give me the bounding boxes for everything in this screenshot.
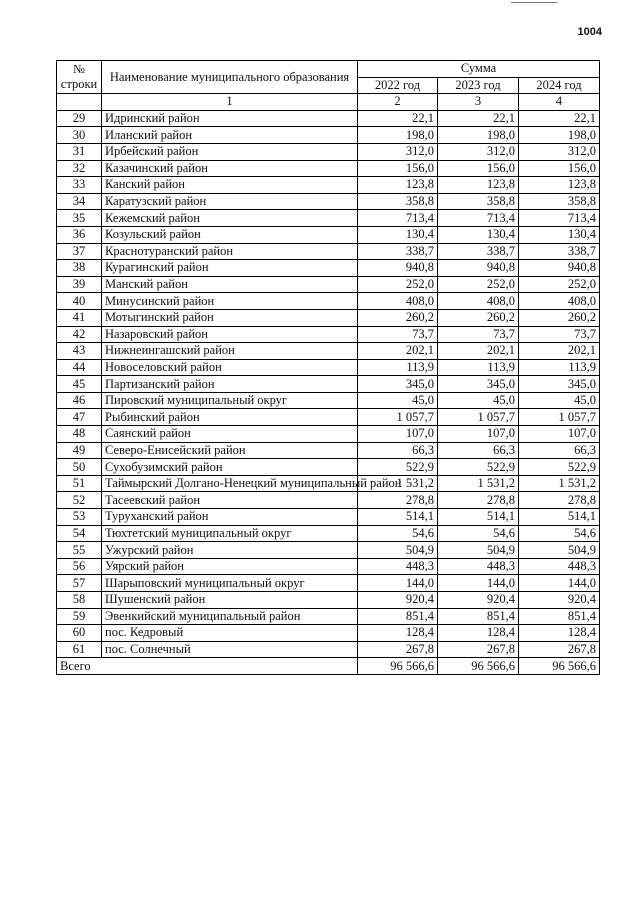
table-row (57, 392, 600, 409)
amount-2022: 113,9 (358, 359, 438, 376)
amount-2024: 252,0 (519, 276, 600, 293)
amount-2024: 851,4 (519, 608, 600, 625)
table-row (57, 592, 600, 609)
total-2024: 96 566,6 (519, 658, 600, 675)
municipality-name: Козульский район (102, 226, 358, 243)
amount-2022: 713,4 (358, 210, 438, 227)
amount-2023: 920,4 (438, 592, 519, 609)
amount-2023: 278,8 (438, 492, 519, 509)
column-number-cell (57, 94, 102, 111)
name-column-header: Наименование муниципального образования (102, 61, 358, 94)
table-row (57, 359, 600, 376)
row-number: 32 (57, 160, 102, 177)
municipality-name: пос. Солнечный (102, 641, 358, 658)
amount-2023: 514,1 (438, 509, 519, 526)
total-row (57, 658, 600, 675)
amount-2022: 448,3 (358, 558, 438, 575)
municipality-name: Идринский район (102, 110, 358, 127)
amount-2024: 1 531,2 (519, 475, 600, 492)
amount-2024: 408,0 (519, 293, 600, 310)
table-row (57, 442, 600, 459)
municipality-name: Шарыповский муниципальный округ (102, 575, 358, 592)
amount-2024: 73,7 (519, 326, 600, 343)
amount-2022: 22,1 (358, 110, 438, 127)
amount-2023: 45,0 (438, 392, 519, 409)
amount-2024: 358,8 (519, 193, 600, 210)
amount-2022: 267,8 (358, 641, 438, 658)
row-number: 59 (57, 608, 102, 625)
municipality-name: Саянский район (102, 426, 358, 443)
amount-2023: 338,7 (438, 243, 519, 260)
amount-2022: 345,0 (358, 376, 438, 393)
row-number: 44 (57, 359, 102, 376)
amount-2023: 202,1 (438, 343, 519, 360)
amount-2022: 522,9 (358, 459, 438, 476)
municipality-name: Таймырский Долгано-Ненецкий муниципальный район (102, 475, 358, 492)
amount-2024: 448,3 (519, 558, 600, 575)
row-number: 38 (57, 260, 102, 277)
row-number: 53 (57, 509, 102, 526)
table-row (57, 293, 600, 310)
amount-2023: 713,4 (438, 210, 519, 227)
municipality-name: Казачинский район (102, 160, 358, 177)
municipality-name: Сухобузимский район (102, 459, 358, 476)
amount-2022: 1 057,7 (358, 409, 438, 426)
column-number-cell: 2 (358, 94, 438, 111)
table-row (57, 226, 600, 243)
municipality-name: Уярский район (102, 558, 358, 575)
municipality-name: Ужурский район (102, 542, 358, 559)
table-row (57, 343, 600, 360)
amount-2023: 107,0 (438, 426, 519, 443)
amount-2022: 851,4 (358, 608, 438, 625)
amount-2023: 22,1 (438, 110, 519, 127)
municipality-name: Тасеевский район (102, 492, 358, 509)
table-row (57, 260, 600, 277)
amount-2023: 267,8 (438, 641, 519, 658)
amount-2023: 113,9 (438, 359, 519, 376)
amount-2022: 54,6 (358, 525, 438, 542)
table-row (57, 376, 600, 393)
amount-2023: 408,0 (438, 293, 519, 310)
budget-table (56, 60, 600, 675)
amount-2022: 260,2 (358, 309, 438, 326)
amount-2022: 123,8 (358, 177, 438, 194)
table-row (57, 127, 600, 144)
row-number: 54 (57, 525, 102, 542)
amount-2022: 920,4 (358, 592, 438, 609)
amount-2023: 504,9 (438, 542, 519, 559)
table-row (57, 459, 600, 476)
amount-2023: 156,0 (438, 160, 519, 177)
amount-2023: 522,9 (438, 459, 519, 476)
municipality-name: Курагинский район (102, 260, 358, 277)
amount-2024: 66,3 (519, 442, 600, 459)
municipality-name: Манский район (102, 276, 358, 293)
amount-2023: 358,8 (438, 193, 519, 210)
amount-2022: 504,9 (358, 542, 438, 559)
table-row (57, 426, 600, 443)
row-number: 51 (57, 475, 102, 492)
year-2023-header: 2023 год (438, 77, 519, 94)
municipality-name: Кежемский район (102, 210, 358, 227)
amount-2023: 940,8 (438, 260, 519, 277)
amount-2023: 54,6 (438, 525, 519, 542)
row-number: 52 (57, 492, 102, 509)
municipality-name: Каратузский район (102, 193, 358, 210)
column-number-cell: 3 (438, 94, 519, 111)
municipality-name: Нижнеингашский район (102, 343, 358, 360)
table-row (57, 309, 600, 326)
amount-2024: 345,0 (519, 376, 600, 393)
table-row (57, 276, 600, 293)
municipality-name: Ирбейский район (102, 143, 358, 160)
total-label: Всего (57, 658, 358, 675)
municipality-name: Иланский район (102, 127, 358, 144)
amount-2023: 851,4 (438, 608, 519, 625)
amount-2023: 144,0 (438, 575, 519, 592)
amount-2024: 522,9 (519, 459, 600, 476)
row-number: 56 (57, 558, 102, 575)
amount-2023: 260,2 (438, 309, 519, 326)
amount-2022: 73,7 (358, 326, 438, 343)
table-row (57, 641, 600, 658)
table-row (57, 160, 600, 177)
municipality-name: Назаровский район (102, 326, 358, 343)
amount-2022: 408,0 (358, 293, 438, 310)
page-number: 1004 (577, 26, 602, 38)
row-number: 60 (57, 625, 102, 642)
amount-2022: 312,0 (358, 143, 438, 160)
table-row (57, 608, 600, 625)
row-number: 46 (57, 392, 102, 409)
municipality-name: Краснотуранский район (102, 243, 358, 260)
row-number: 41 (57, 309, 102, 326)
amount-2023: 448,3 (438, 558, 519, 575)
table-row (57, 409, 600, 426)
amount-2024: 278,8 (519, 492, 600, 509)
row-number: 47 (57, 409, 102, 426)
amount-2022: 144,0 (358, 575, 438, 592)
year-2022-header: 2022 год (358, 77, 438, 94)
municipality-name: Туруханский район (102, 509, 358, 526)
amount-2022: 278,8 (358, 492, 438, 509)
municipality-name: Пировский муниципальный округ (102, 392, 358, 409)
row-number: 29 (57, 110, 102, 127)
amount-2022: 66,3 (358, 442, 438, 459)
amount-2022: 514,1 (358, 509, 438, 526)
amount-2024: 504,9 (519, 542, 600, 559)
amount-2024: 45,0 (519, 392, 600, 409)
amount-2023: 198,0 (438, 127, 519, 144)
amount-2023: 66,3 (438, 442, 519, 459)
row-number: 45 (57, 376, 102, 393)
amount-2024: 130,4 (519, 226, 600, 243)
table-row (57, 326, 600, 343)
row-number: 36 (57, 226, 102, 243)
amount-2024: 22,1 (519, 110, 600, 127)
amount-2024: 198,0 (519, 127, 600, 144)
column-number-cell: 1 (102, 94, 358, 111)
amount-2024: 514,1 (519, 509, 600, 526)
amount-2024: 312,0 (519, 143, 600, 160)
amount-2024: 940,8 (519, 260, 600, 277)
table-row (57, 525, 600, 542)
row-number-header (57, 61, 102, 94)
table-row (57, 542, 600, 559)
amount-2022: 358,8 (358, 193, 438, 210)
year-2024-header: 2024 год (519, 77, 600, 94)
municipality-name: пос. Кедровый (102, 625, 358, 642)
amount-2023: 252,0 (438, 276, 519, 293)
amount-2022: 156,0 (358, 160, 438, 177)
municipality-name: Партизанский район (102, 376, 358, 393)
row-number: 34 (57, 193, 102, 210)
table-body (57, 110, 600, 658)
municipality-name: Шушенский район (102, 592, 358, 609)
table-row (57, 210, 600, 227)
row-number: 40 (57, 293, 102, 310)
amount-2022: 107,0 (358, 426, 438, 443)
table-row (57, 575, 600, 592)
row-number: 39 (57, 276, 102, 293)
amount-2024: 113,9 (519, 359, 600, 376)
amount-2024: 1 057,7 (519, 409, 600, 426)
municipality-name: Северо-Енисейский район (102, 442, 358, 459)
amount-2022: 252,0 (358, 276, 438, 293)
total-2023: 96 566,6 (438, 658, 519, 675)
amount-2024: 920,4 (519, 592, 600, 609)
amount-2022: 940,8 (358, 260, 438, 277)
row-number: 42 (57, 326, 102, 343)
amount-2023: 73,7 (438, 326, 519, 343)
row-number: 48 (57, 426, 102, 443)
table-row (57, 243, 600, 260)
table-row (57, 193, 600, 210)
amount-2022: 198,0 (358, 127, 438, 144)
amount-2023: 128,4 (438, 625, 519, 642)
municipality-name: Тюхтетский муниципальный округ (102, 525, 358, 542)
municipality-name: Минусинский район (102, 293, 358, 310)
table-row (57, 625, 600, 642)
amount-2023: 130,4 (438, 226, 519, 243)
row-number-header-line1: № (73, 62, 85, 77)
row-number: 30 (57, 127, 102, 144)
amount-2022: 130,4 (358, 226, 438, 243)
amount-2022: 45,0 (358, 392, 438, 409)
amount-2024: 128,4 (519, 625, 600, 642)
amount-2022: 202,1 (358, 343, 438, 360)
amount-2024: 54,6 (519, 525, 600, 542)
row-number: 55 (57, 542, 102, 559)
top-rule (511, 2, 557, 3)
row-number: 35 (57, 210, 102, 227)
amount-2024: 260,2 (519, 309, 600, 326)
row-number: 61 (57, 641, 102, 658)
amount-2023: 1 057,7 (438, 409, 519, 426)
amount-2024: 202,1 (519, 343, 600, 360)
amount-2024: 107,0 (519, 426, 600, 443)
row-number-header-line2: строки (60, 77, 98, 92)
row-number: 33 (57, 177, 102, 194)
amount-2022: 1 531,2 (358, 475, 438, 492)
amount-2024: 144,0 (519, 575, 600, 592)
table-row (57, 558, 600, 575)
row-number: 50 (57, 459, 102, 476)
table-row (57, 177, 600, 194)
amount-2024: 156,0 (519, 160, 600, 177)
column-number-cell: 4 (519, 94, 600, 111)
municipality-name: Эвенкийский муниципальный район (102, 608, 358, 625)
amount-2023: 312,0 (438, 143, 519, 160)
municipality-name: Канский район (102, 177, 358, 194)
amount-2024: 267,8 (519, 641, 600, 658)
table-header (57, 61, 600, 111)
amount-2023: 345,0 (438, 376, 519, 393)
table-row (57, 143, 600, 160)
row-number: 57 (57, 575, 102, 592)
row-number: 49 (57, 442, 102, 459)
table-row (57, 110, 600, 127)
total-2022: 96 566,6 (358, 658, 438, 675)
table-row (57, 475, 600, 492)
municipality-name: Мотыгинский район (102, 309, 358, 326)
amount-2022: 128,4 (358, 625, 438, 642)
amount-2023: 123,8 (438, 177, 519, 194)
amount-2024: 713,4 (519, 210, 600, 227)
table-row (57, 509, 600, 526)
row-number: 37 (57, 243, 102, 260)
row-number: 31 (57, 143, 102, 160)
amount-2023: 1 531,2 (438, 475, 519, 492)
amount-2022: 338,7 (358, 243, 438, 260)
amount-2024: 123,8 (519, 177, 600, 194)
row-number: 58 (57, 592, 102, 609)
municipality-name: Рыбинский район (102, 409, 358, 426)
row-number: 43 (57, 343, 102, 360)
amount-2024: 338,7 (519, 243, 600, 260)
amount-column-header: Сумма (358, 61, 600, 78)
table-row (57, 492, 600, 509)
municipality-name: Новоселовский район (102, 359, 358, 376)
